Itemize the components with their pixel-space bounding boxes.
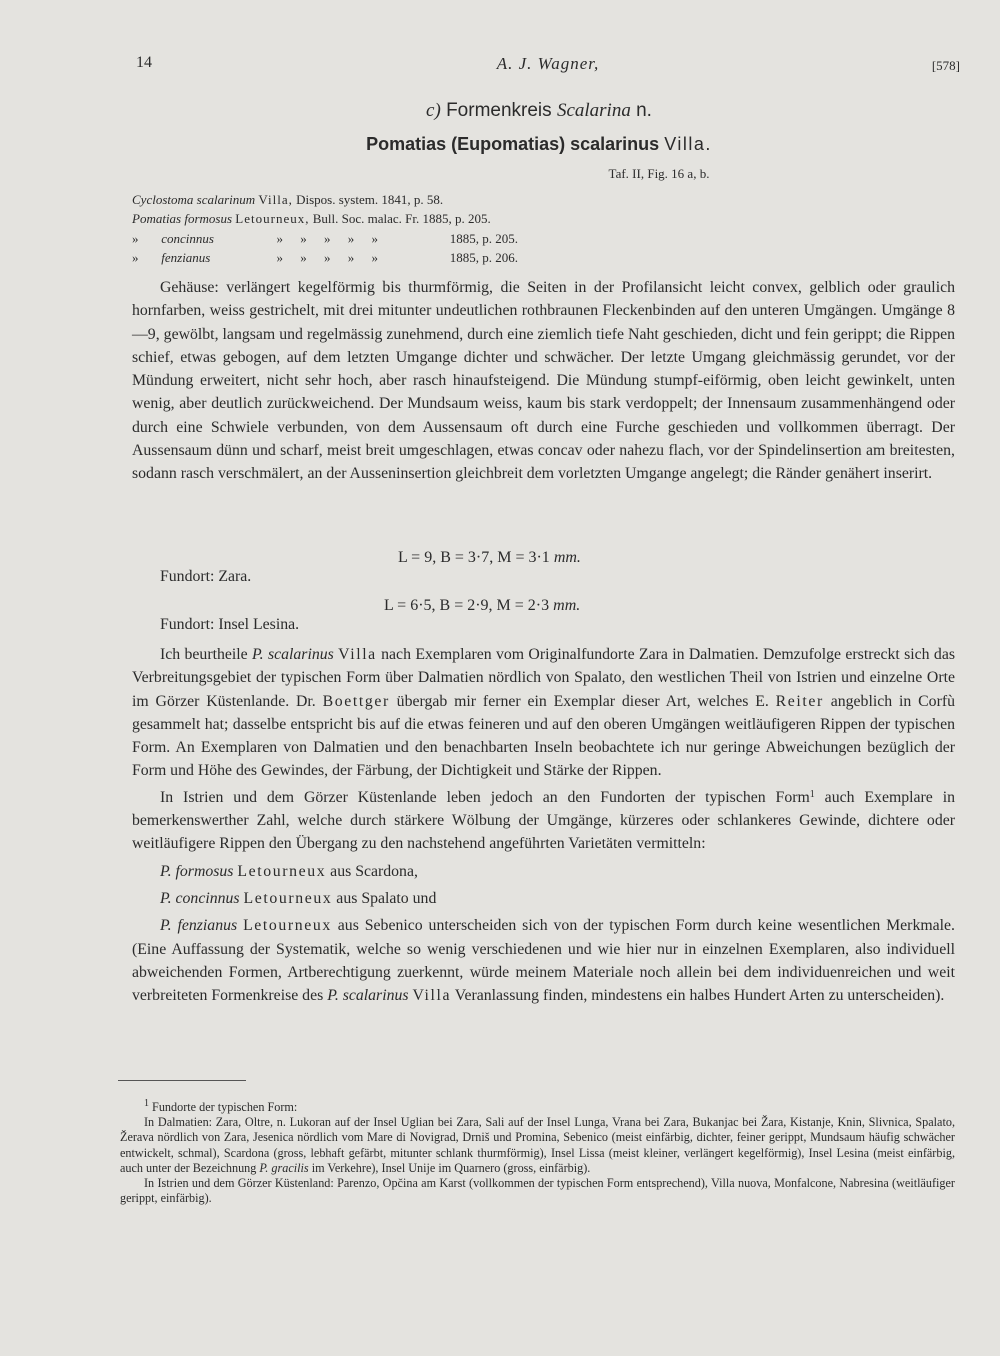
footnote-rule [118, 1080, 246, 1081]
section-title: c) Formenkreis Scalarina n. [426, 100, 652, 121]
species-author: Villa. [664, 134, 712, 154]
species-name: Pomatias (Eupomatias) scalarinus [366, 134, 660, 154]
footnote-ref: 1 [809, 788, 815, 800]
discussion-text [132, 643, 955, 1007]
variety-item: P. formosus Letourneux aus Scardona, [160, 862, 418, 880]
paragraph: Ich beurtheile P. scalarinus Villa nach Exemplaren vom Originalfundorte Zara in Dalmatien. Demzufolge erstreckt sich das Verbreitungsgebiet der typischen Form über Dalmatien nördlich von Spalato, den westlichen Theil von Istrien und einzelne Orte im Görzer Küstenlande. Dr. Boettger übergab mir ferner ein Exemplar dieser Art, welches E. Reiter angeblich in Corfù gesammelt hat; dasselbe entspricht bis auf die etwas feineren und auf den oberen Umgängen weitläufigeren Rippen der typischen Form. An Exemplaren von Dalmatien und den benachbarten Inseln beobachtete ich nur geringe Abweichungen bezüglich der Form und Höhe des Gewindes, der Färbung, der Dichtigkeit und Stärke der Rippen. [132, 646, 955, 780]
page-number: 14 [136, 54, 152, 71]
paragraph: In Istrien und dem Görzer Küstenlande leben jedoch an den Fundorten der typischen Form$^1$ auch Exemplare in bemerkenswerther Zahl, welche durch stärkere Wölbung der Umgänge, kürzeres oder schlankeres Gewinde, dichtere oder weitläufigere Rippen den Übergang zu den nachstehend angeführten Varietäten vermitteln: [132, 788, 955, 853]
running-header [136, 54, 960, 78]
synonym-line: Cyclostoma scalarinum Villa, Dispos. system. 1841, p. 58. [132, 192, 444, 207]
measurement-line: L = 6·5, B = 2·9, M = 2·3 mm. [384, 597, 581, 614]
bracket-page-number: [578] [931, 58, 960, 73]
locality: Fundort: Zara. [160, 568, 252, 585]
synonym-line: » fenzianus » » » » » 1885, p. 206. [132, 250, 518, 265]
plate-reference: Taf. II, Fig. 16 a, b. [608, 166, 710, 181]
shell-description: Gehäuse: verlängert kegelförmig bis thurmförmig, die Seiten in der Profilansicht leicht convex, gelblich oder graulich hornfarben, weiss gestrichelt, mit drei mitunter undeutlichen rothbraunen Fleckenbinden auf den unteren Umgängen. Umgänge 8—9, gewölbt, langsam und regelmässig zunehmend, durch eine ziemlich tiefe Naht geschieden, dicht und fein gerippt; die Rippen schief, etwas gebogen, auf dem letzten Umgange dichter und schwächer. Der letzte Umgang gleichmässig gerundet, vor der Mündung erweitert, nicht sehr hoch, aber rasch hinaufsteigend. Die Mündung stumpf-eiförmig, oben leicht gewinkelt, unten wenig, aber deutlich zurückweichend. Der Mundsaum weiss, kaum bis stark verdoppelt; der Innensaum zusammenhängend oder durch eine Schwiele verbunden, von dem Aussensaum oft durch eine Furche geschieden und vollkommen überragt. Der Aussensaum dünn und scharf, meist breit umgeschlagen, etwas concav oder nahezu flach, vor der Spindelinsertion am breitesten, sodann rasch verschmälert, an der Ausseninsertion gleichbreit dem vorletzten Umgange angelegt; die Ränder genähert inserirt. [132, 279, 955, 483]
locality: Fundort: Insel Lesina. [160, 616, 300, 633]
author-header: A. J. Wagner, [496, 54, 600, 73]
footnote: $^1$ Fundorte der typischen Form: In Dalmatien: Zara, Oltre, n. Lukoran auf der Insel Uglian bei Zara, Sali auf der Insel Lunga, Vrana bei Zara, Bukanjac bei Žara, Kistanje, Knin, Slivnica, Spalato, Žerava nördlich von Zara, Jesenica nördlich vom Mare di Novigrad, Drniš und Promina, Sebenico (meist einfärbig, dichter, feiner gerippt, Mundsaum häufig schwächer entwickelt, schmal), Scardona (gross, lebhaft gefärbt, mitunter schlank thurmförmig), Insel Lissa (meist kleiner, verlängert kegelförmig), Insel Lesina (meist einfärbig, auch unter der Bezeichnung P. gracilis im Verkehre), Insel Unije im Quarnero (gross, einfärbig). In Istrien und dem Görzer Küstenland: Parenzo, Opčina am Karst (vollkommen der typischen Form entsprechend), Villa nuova, Monfalcone, Nabresina (weitläufiger gerippt, einfärbig). [120, 1098, 955, 1206]
paragraph: P. fenzianus Letourneux aus Sebenico unterscheiden sich von der typischen Form durch keine wesentlichen Merkmale. (Eine Auffassung der Systematik, welche so wenig verschiedenen und wie hier nur in einzelnen Exemplaren, also individuell abweichenden Formen, Artberechtigung zuerkennt, würde meinem Materiale noch allein bei dem individuenreichen und weit verbreiteten Formenkreise des P. scalarinus Villa Veranlassung finden, mindestens ein halbes Hundert Arten zu unterscheiden). [132, 917, 955, 1005]
species-heading [118, 134, 960, 155]
synonym-line: Pomatias formosus Letourneux, Bull. Soc. malac. Fr. 1885, p. 205. [132, 211, 491, 226]
measurement-line: L = 9, B = 3·7, M = 3·1 mm. [398, 549, 581, 566]
variety-item: P. concinnus Letourneux aus Spalato und [160, 889, 437, 907]
synonym-line: » concinnus » » » » » 1885, p. 205. [132, 231, 518, 246]
